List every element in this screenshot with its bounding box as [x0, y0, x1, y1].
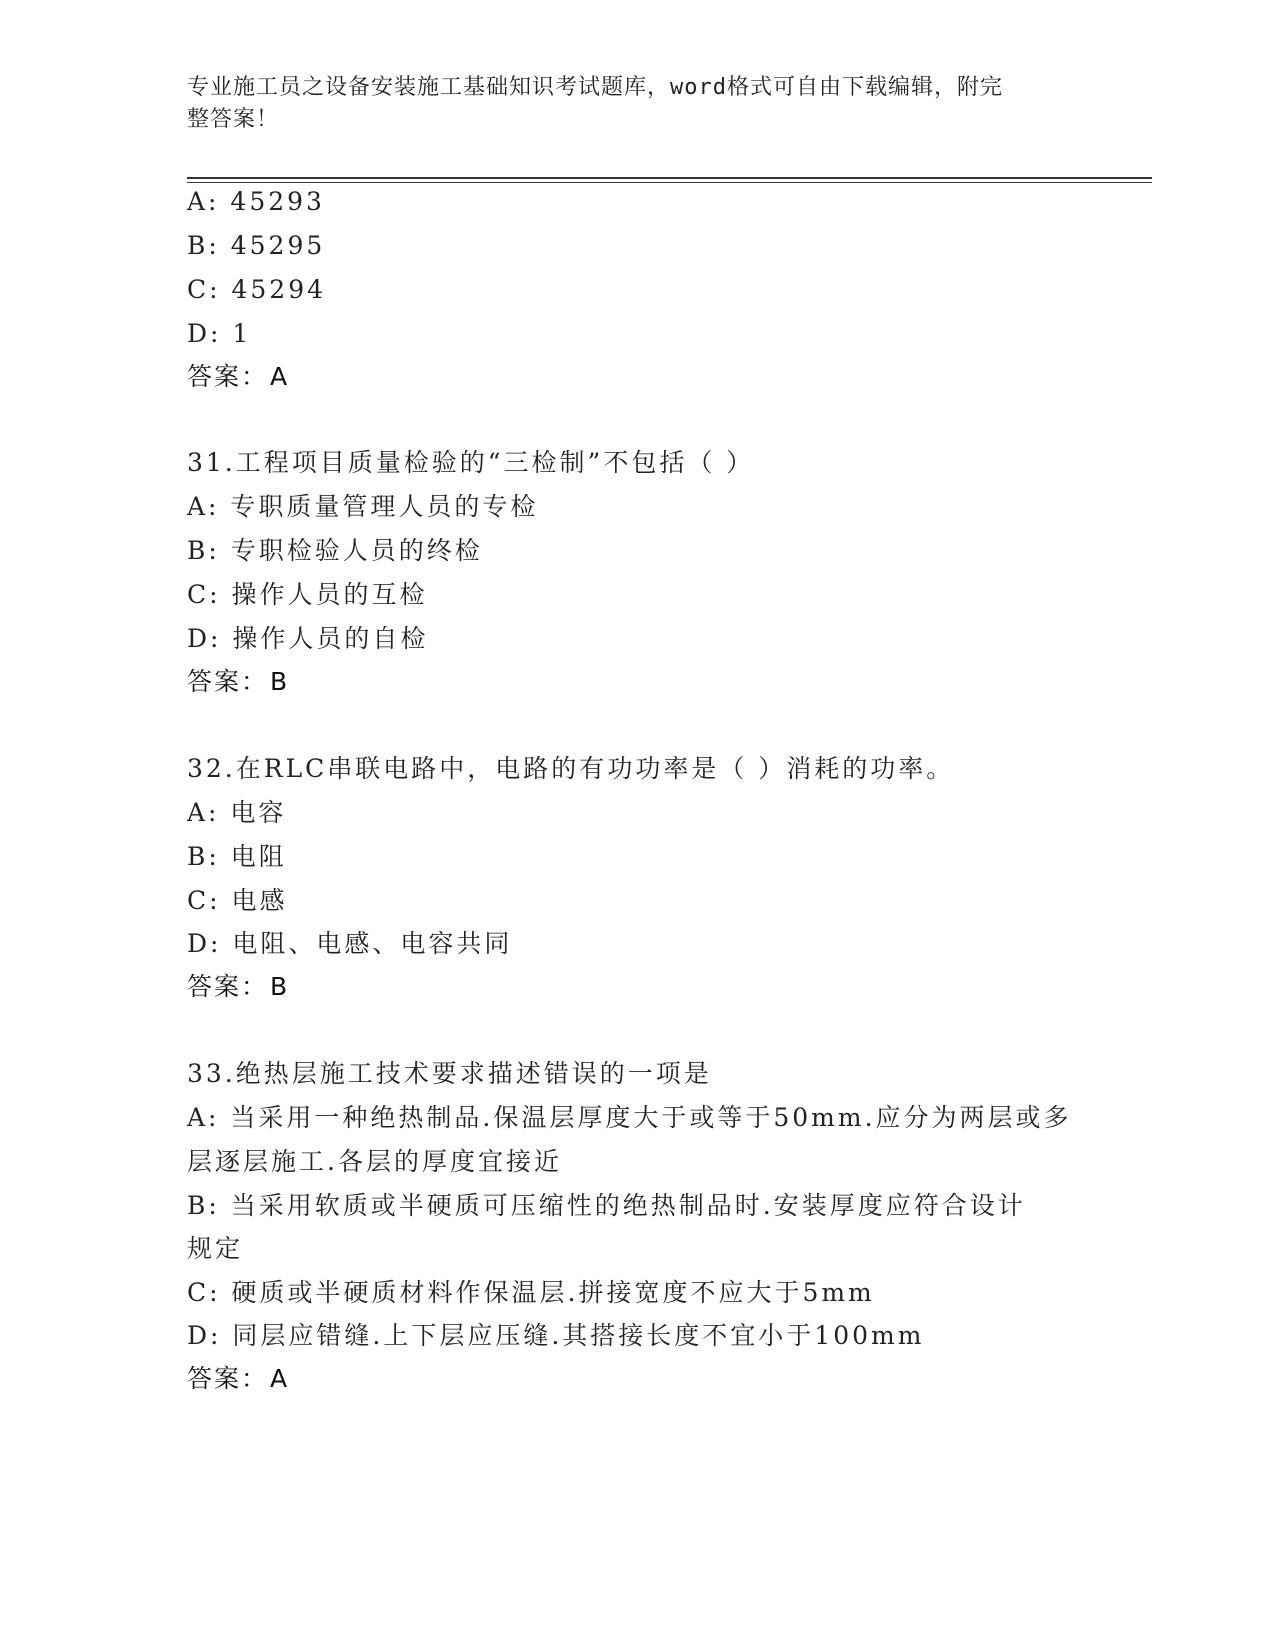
q33-answer [187, 1363, 289, 1395]
q33-option-b-line-1: B: 当采用软质或半硬质可压缩性的绝热制品时.安装厚度应符合设计 [187, 1191, 1026, 1220]
q32-option-d: D: 电阻、电感、电容共同 [187, 929, 513, 958]
q33-question: 33.绝热层施工技术要求描述错误的一项是 [187, 1059, 712, 1088]
q31-option-d: D: 操作人员的自检 [187, 624, 429, 653]
q32-option-c: C: 电感 [187, 886, 288, 915]
q33-option-d: D: 同层应错缝.上下层应压缝.其搭接长度不宜小于100mm [187, 1321, 925, 1350]
q32-option-a: A: 电容 [187, 798, 287, 827]
q31-option-b: B: 专职检验人员的终检 [187, 536, 483, 565]
q32-answer [187, 971, 289, 1003]
q30-answer [187, 361, 289, 393]
answer-value: B [270, 972, 290, 1001]
q31-option-c: C: 操作人员的互检 [187, 580, 428, 609]
q30-option-d: D: 1 [187, 319, 252, 348]
q31-option-a: A: 专职质量管理人员的专检 [187, 492, 539, 521]
header-line-1: 专业施工员之设备安装施工基础知识考试题库，word格式可自由下载编辑，附完 [187, 75, 1003, 100]
header-divider-thin [187, 182, 1152, 183]
q30-option-c: C: 45294 [187, 275, 327, 304]
q31-answer [187, 666, 289, 698]
answer-label: 答案： [187, 972, 269, 1001]
q30-option-b: B: 45295 [187, 231, 326, 260]
q33-option-b-line-2: 规定 [187, 1234, 244, 1263]
answer-value: A [270, 362, 290, 391]
answer-value: B [270, 667, 290, 696]
header-line-2: 整答案！ [187, 107, 280, 132]
header-divider-thick [187, 177, 1152, 179]
q33-option-a-line-2: 层逐层施工.各层的厚度宜接近 [187, 1147, 562, 1176]
q32-question: 32.在RLC串联电路中，电路的有功功率是（ ）消耗的功率。 [187, 754, 955, 783]
q31-question: 31.工程项目质量检验的“三检制”不包括（ ） [187, 448, 755, 477]
document-header [187, 72, 1067, 136]
q33-option-c: C: 硬质或半硬质材料作保温层.拼接宽度不应大于5mm [187, 1278, 875, 1307]
answer-label: 答案： [187, 362, 269, 391]
answer-value: A [270, 1364, 290, 1393]
answer-label: 答案： [187, 1364, 269, 1393]
answer-label: 答案： [187, 667, 269, 696]
q30-option-a: A: 45293 [187, 187, 325, 216]
q33-option-a-line-1: A: 当采用一种绝热制品.保温层厚度大于或等于50mm.应分为两层或多 [187, 1103, 1072, 1132]
q32-option-b: B: 电阻 [187, 842, 287, 871]
